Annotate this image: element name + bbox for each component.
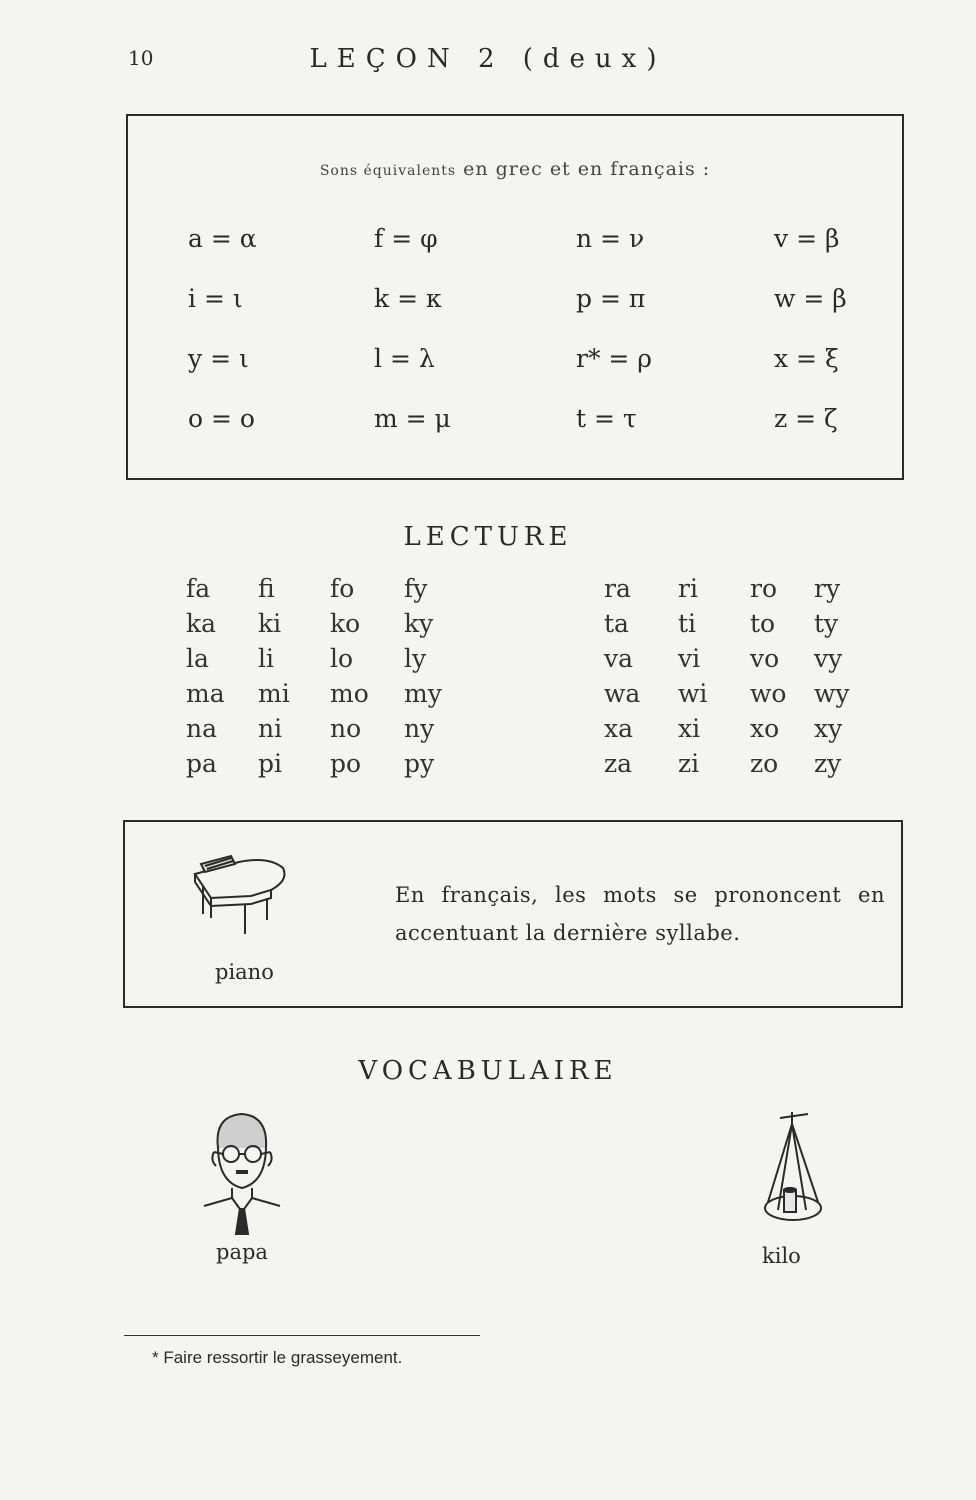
- equivalence: w = β: [774, 284, 847, 313]
- syllable: xi: [678, 714, 701, 743]
- syllable: fy: [404, 574, 428, 603]
- syllable: pi: [258, 749, 282, 778]
- syllable: ko: [330, 609, 361, 638]
- syllable: mi: [258, 679, 290, 708]
- syllable: lo: [330, 644, 354, 673]
- syllable: zy: [814, 749, 842, 778]
- equivalence: o = o: [188, 404, 255, 433]
- syllable: la: [186, 644, 209, 673]
- syllable: zo: [750, 749, 779, 778]
- syllable: fa: [186, 574, 211, 603]
- page-title: LEÇON 2 (deux): [309, 44, 667, 74]
- vocabulaire-title: VOCABULAIRE: [358, 1056, 618, 1086]
- syllable: py: [404, 749, 435, 778]
- equivalence: r* = ρ: [576, 344, 652, 373]
- equivalence: x = ξ: [774, 344, 839, 373]
- equivalence: m = μ: [374, 404, 451, 433]
- equivalents-heading: [128, 158, 902, 180]
- syllable: ni: [258, 714, 283, 743]
- syllable: fi: [258, 574, 275, 603]
- syllable: ky: [404, 609, 434, 638]
- footnote-divider: [124, 1335, 480, 1336]
- equivalence: l = λ: [374, 344, 435, 373]
- syllable: my: [404, 679, 442, 708]
- equivalence: i = ι: [188, 284, 243, 313]
- equivalence: z = ζ: [774, 404, 838, 433]
- syllable: mo: [330, 679, 369, 708]
- syllable: va: [604, 644, 634, 673]
- syllable: za: [604, 749, 633, 778]
- syllable: vy: [814, 644, 843, 673]
- syllable: xy: [814, 714, 843, 743]
- syllable: ma: [186, 679, 225, 708]
- syllable: ra: [604, 574, 631, 603]
- equivalence: f = φ: [374, 224, 438, 253]
- syllable: ly: [404, 644, 427, 673]
- syllable: fo: [330, 574, 355, 603]
- syllable: pa: [186, 749, 217, 778]
- equivalents-heading-rest: en grec et en français :: [463, 158, 711, 180]
- papa-portrait-icon: [196, 1108, 286, 1236]
- syllable: vi: [678, 644, 701, 673]
- lecture-title: LECTURE: [403, 522, 573, 552]
- piano-icon: [191, 846, 291, 936]
- syllable: ri: [678, 574, 698, 603]
- syllable: po: [330, 749, 362, 778]
- equivalence: a = α: [188, 224, 257, 253]
- syllable: ki: [258, 609, 282, 638]
- note-text: En français, les mots se prononcent en accentuant la dernière syllabe.: [395, 883, 885, 945]
- syllable: ti: [678, 609, 697, 638]
- equivalence: n = ν: [576, 224, 645, 253]
- kilo-caption: kilo: [762, 1244, 801, 1268]
- piano-caption: piano: [215, 960, 274, 984]
- page-number: 10: [128, 46, 154, 70]
- syllable: to: [750, 609, 776, 638]
- syllable: ro: [750, 574, 778, 603]
- equivalence: k = κ: [374, 284, 442, 313]
- syllable: li: [258, 644, 274, 673]
- syllable: ny: [404, 714, 435, 743]
- equivalence: y = ι: [188, 344, 249, 373]
- equivalence: p = π: [576, 284, 646, 313]
- syllable: wy: [814, 679, 850, 708]
- syllable: ka: [186, 609, 217, 638]
- syllable: xa: [604, 714, 634, 743]
- syllable: zi: [678, 749, 700, 778]
- syllable: wi: [678, 679, 708, 708]
- equivalents-box: [126, 114, 904, 480]
- equivalence: v = β: [774, 224, 840, 253]
- syllable: ta: [604, 609, 629, 638]
- equivalents-heading-small: Sons équivalents: [319, 163, 457, 179]
- syllable: xo: [750, 714, 780, 743]
- syllable: vo: [750, 644, 780, 673]
- syllable: ty: [814, 609, 839, 638]
- syllable: ry: [814, 574, 841, 603]
- syllable: wa: [604, 679, 641, 708]
- papa-caption: papa: [216, 1240, 268, 1264]
- footnote: * Faire ressortir le grasseyement.: [152, 1348, 403, 1367]
- syllable: no: [330, 714, 362, 743]
- scale-icon: [756, 1108, 830, 1234]
- equivalence: t = τ: [576, 404, 637, 433]
- syllable: wo: [750, 679, 787, 708]
- syllable: na: [186, 714, 218, 743]
- note-box: [123, 820, 903, 1008]
